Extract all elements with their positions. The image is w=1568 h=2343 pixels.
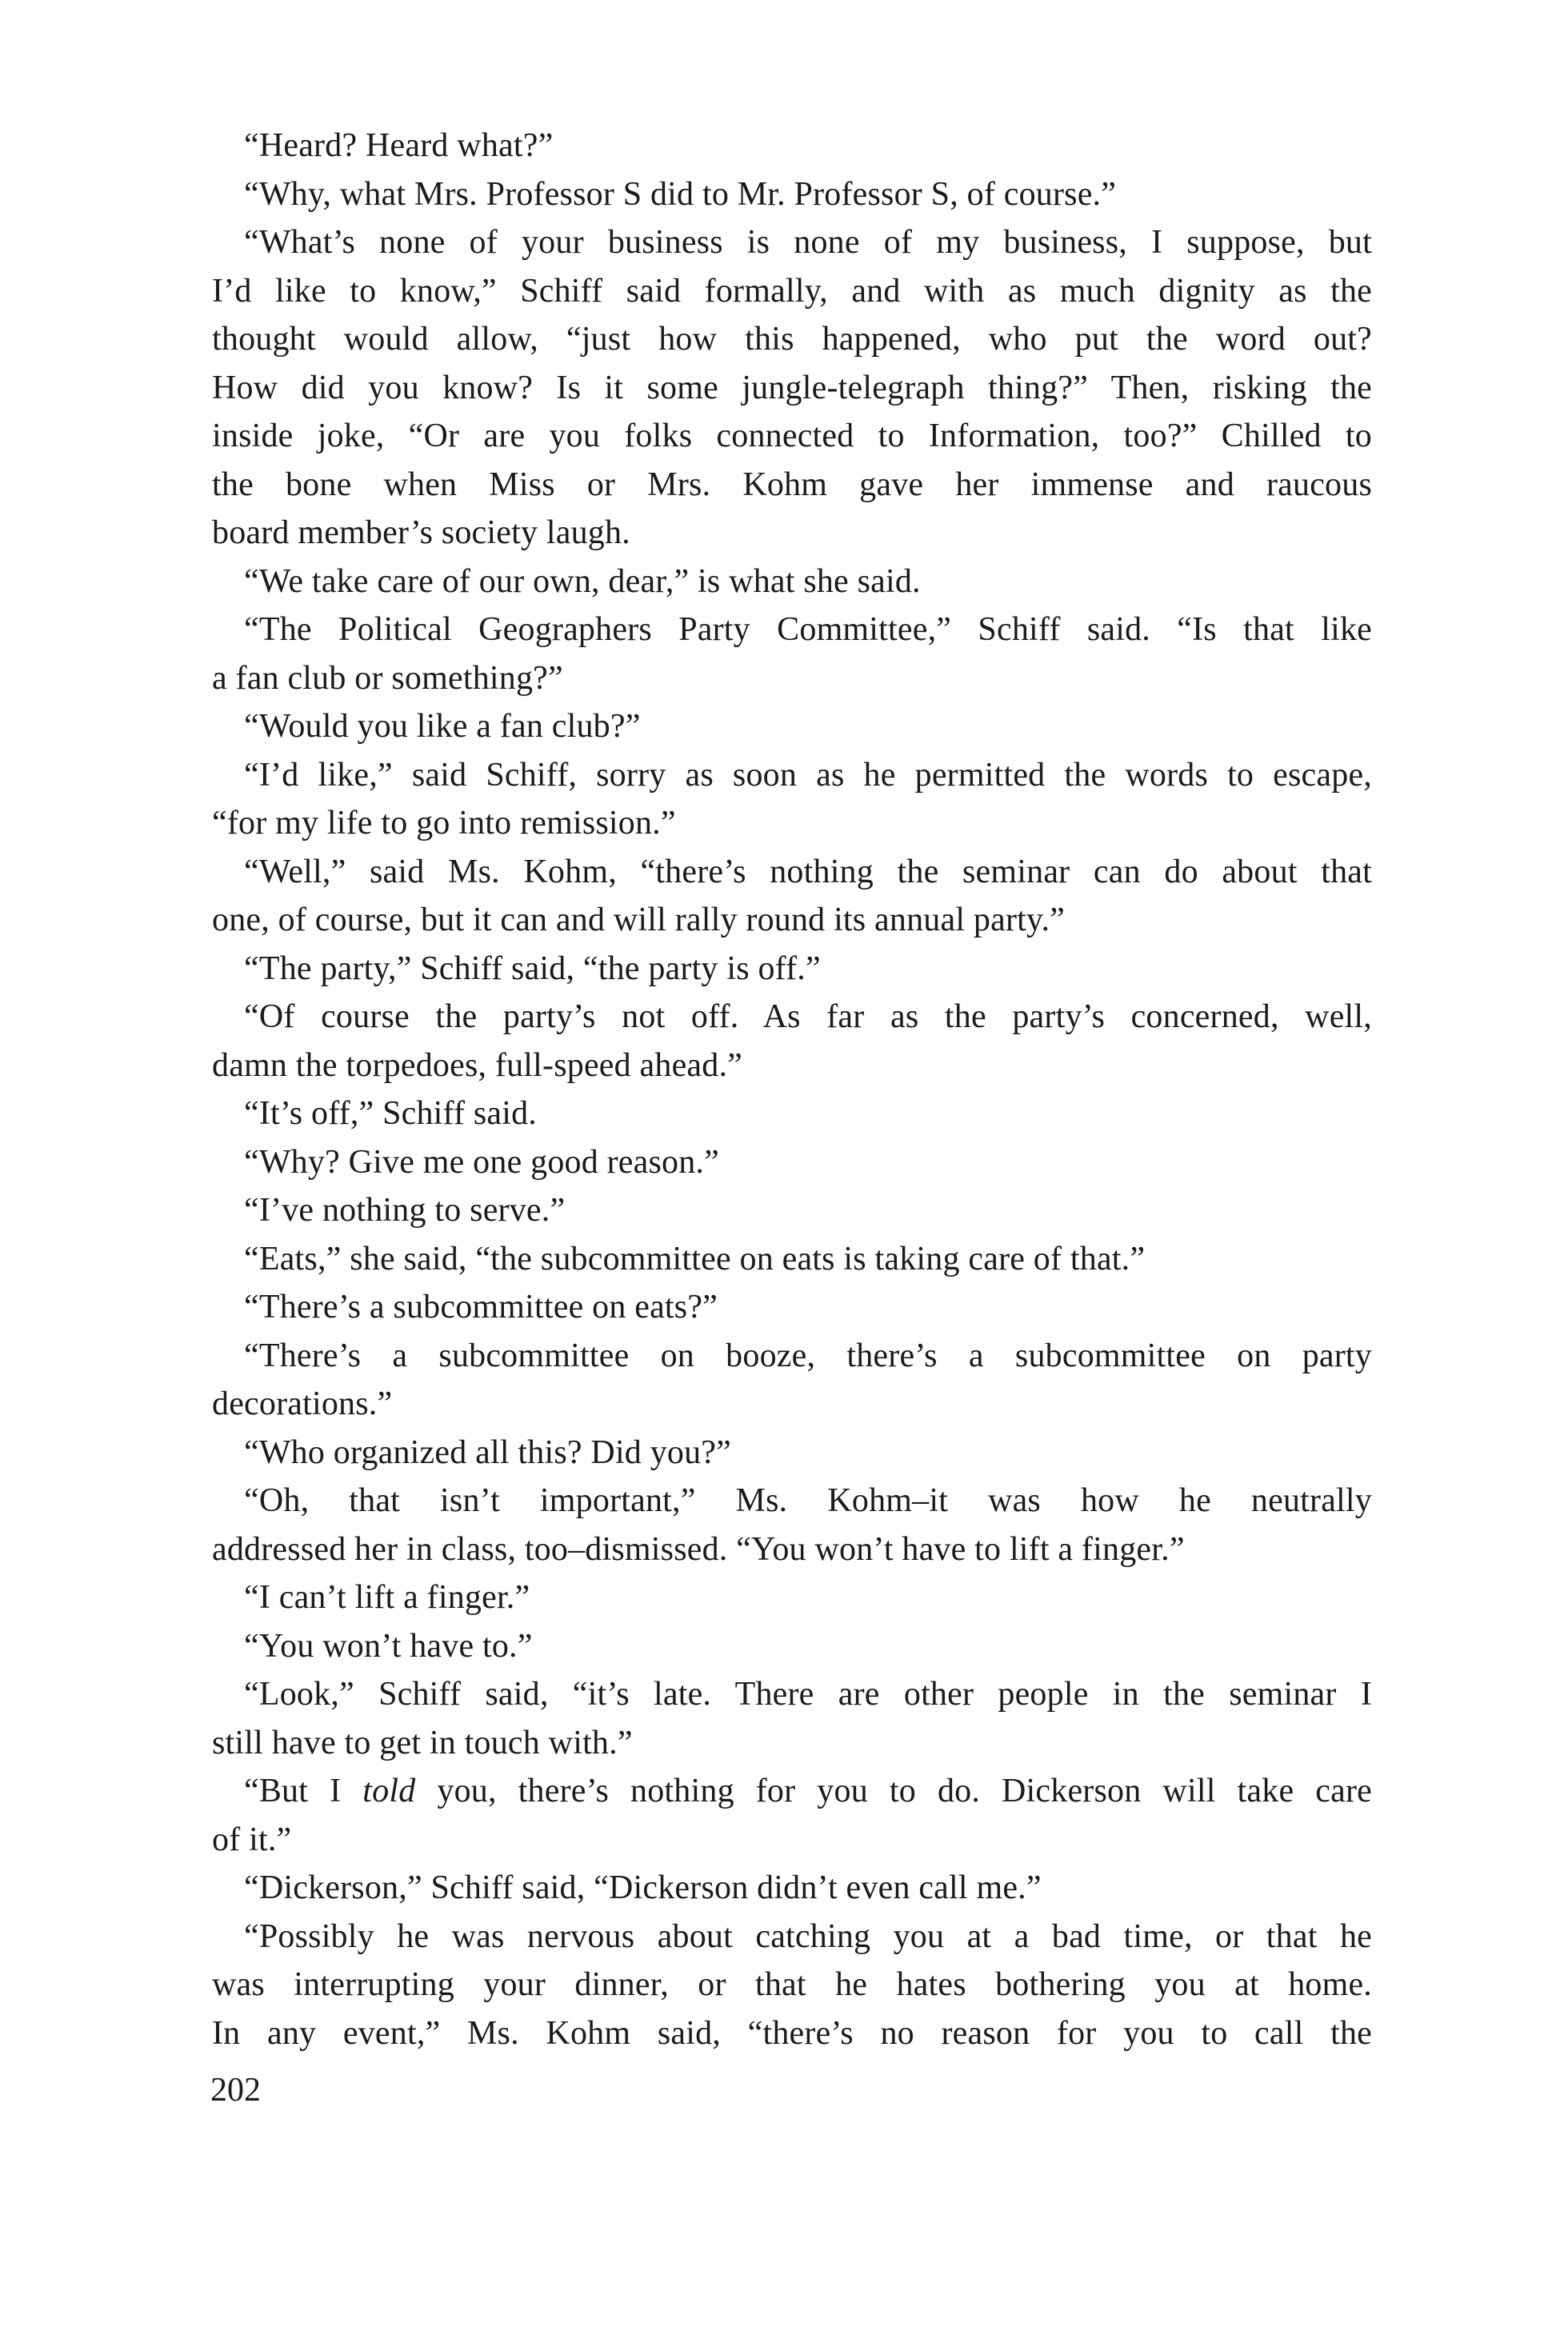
text-line: damn the torpedoes, full-speed ahead.” (212, 1046, 743, 1084)
text-line: one, of course, but it can and will rally round its annual party.” (212, 902, 1066, 938)
text-line: “Of course the party’s not off. As far as the party’s concerned, well, (244, 998, 1372, 1035)
text-line: “There’s a subcommittee on booze, there’s a subcommittee on party (244, 1337, 1372, 1374)
text-line: decorations.” (212, 1385, 393, 1422)
text-line: “Well,” said Ms. Kohm, “there’s nothing the seminar can do about that (244, 853, 1372, 890)
text-line: “Would you like a fan club?” (244, 708, 641, 745)
text-line: “Why? Give me one good reason.” (244, 1143, 719, 1181)
text-line: “Look,” Schiff said, “it’s late. There are other people in the seminar I (244, 1676, 1372, 1713)
text-line: “The party,” Schiff said, “the party is off.” (244, 950, 821, 987)
text-line: “Heard? Heard what?” (244, 127, 554, 164)
text-line: “Who organized all this? Did you?” (244, 1433, 731, 1471)
text-line: “Eats,” she said, “the subcommittee on eats is taking care of that.” (244, 1240, 1146, 1277)
text-line: “There’s a subcommittee on eats?” (244, 1289, 718, 1325)
text-line: “Dickerson,” Schiff said, “Dickerson didn’t even call me.” (244, 1869, 1042, 1906)
text-line: “What’s none of your business is none of my business, I suppose, but (244, 224, 1372, 261)
text-line: “for my life to go into remission.” (212, 805, 676, 842)
text-line: In any event,” Ms. Kohm said, “there’s no reason for you to call the (212, 2014, 1372, 2052)
text-line: I’d like to know,” Schiff said formally, and with as much dignity as the (212, 272, 1372, 310)
text-line: “Oh, that isn’t important,” Ms. Kohm–it was how he neutrally (244, 1482, 1372, 1519)
text-line: the bone when Miss or Mrs. Kohm gave her immense and raucous (212, 466, 1372, 503)
text-line: “We take care of our own, dear,” is what she said. (244, 562, 921, 600)
text-line: board member’s society laugh. (212, 514, 630, 551)
text-line: “I’d like,” said Schiff, sorry as soon as he permitted the words to escape, (244, 756, 1372, 794)
text-line: “I can’t lift a finger.” (244, 1579, 530, 1616)
text-line: of it.” (212, 1821, 292, 1858)
text-line: addressed her in class, too–dismissed. “You won’t have to lift a finger.” (212, 1530, 1185, 1568)
page-number: 202 (210, 2072, 261, 2109)
text-line: “The Political Geographers Party Committee,” Schiff said. “Is that like (244, 611, 1372, 648)
text-line: “Why, what Mrs. Professor S did to Mr. Professor S, of course.” (244, 175, 1117, 213)
text-line: “It’s off,” Schiff said. (244, 1095, 538, 1132)
text-line: “Possibly he was nervous about catching you at a bad time, or that he (244, 1917, 1372, 1955)
text-line: still have to get in touch with.” (212, 1724, 633, 1761)
text-line: inside joke, “Or are you folks connected to Information, too?” Chilled to (212, 418, 1372, 454)
text-line: a fan club or something?” (212, 659, 563, 697)
text-line: “You won’t have to.” (244, 1627, 533, 1665)
text-line: thought would allow, “just how this happened, who put the word out? (212, 321, 1372, 358)
text-line: “But I told you, there’s nothing for you to do. Dickerson will take care (244, 1773, 1372, 1809)
body-text (212, 122, 1372, 2057)
text-line: “I’ve nothing to serve.” (244, 1192, 566, 1229)
text-line: How did you know? Is it some jungle-telegraph thing?” Then, risking the (212, 369, 1372, 406)
text-line: was interrupting your dinner, or that he hates bothering you at home. (212, 1966, 1372, 2003)
